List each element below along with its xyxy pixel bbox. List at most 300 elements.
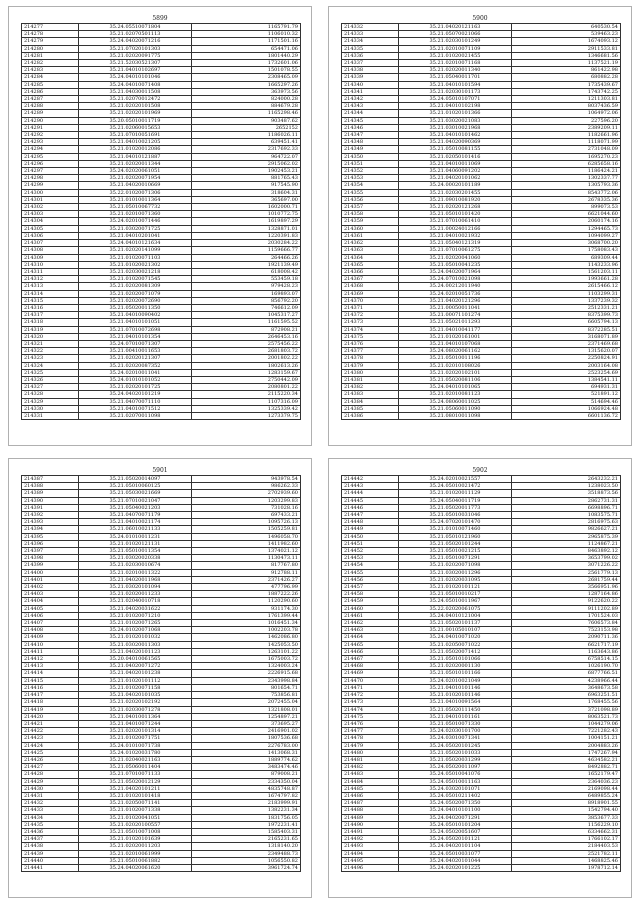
row-id-cell: 214493	[342, 843, 399, 850]
table-row	[342, 497, 621, 504]
row-id-cell: 214374	[342, 326, 399, 333]
account-code-cell: 35.21.02020071098	[399, 562, 512, 569]
account-code-cell: 35.21.05020014097	[79, 476, 192, 483]
row-id-cell: 214366	[342, 268, 399, 275]
account-code-cell: 35.21.05010021215	[399, 548, 512, 555]
row-id-cell: 214402	[22, 584, 79, 591]
amount-cell: 1143233.96	[512, 261, 621, 268]
account-code-cell: 35.24.02010021557	[399, 476, 512, 483]
account-code-cell: 35.21.05010101166	[399, 670, 512, 677]
row-id-cell: 214363	[342, 247, 399, 254]
table-row	[342, 247, 621, 254]
row-id-cell: 214294	[22, 146, 79, 153]
account-code-cell: 35.24.07010071307	[79, 340, 192, 347]
account-code-cell: 35.24.04020101104	[399, 843, 512, 850]
amount-cell: 1425053.50	[192, 641, 301, 648]
amount-cell: 979428.23	[192, 283, 301, 290]
account-code-cell: 35.21.02050071141	[79, 800, 192, 807]
account-code-cell: 35.21.05010101420	[399, 211, 512, 218]
account-code-cell: 35.21.07010071133	[79, 771, 192, 778]
amount-cell: 1010772.75	[192, 211, 301, 218]
row-id-cell: 214471	[342, 684, 399, 691]
table-row	[22, 663, 301, 670]
amount-cell: 817767.80	[192, 562, 301, 569]
row-id-cell: 214288	[22, 103, 79, 110]
row-id-cell: 214286	[22, 88, 79, 95]
table-row	[22, 189, 301, 196]
account-code-cell: 35.21.02020121307	[79, 355, 192, 362]
table-row	[22, 677, 301, 684]
amount-cell: 639451.41	[192, 139, 301, 146]
amount-cell: 640530.54	[512, 24, 621, 31]
row-id-cell: 214449	[342, 526, 399, 533]
account-code-cell: 35.21.04020071272	[79, 663, 192, 670]
account-code-cell: 35.21.02060015653	[79, 124, 192, 131]
row-id-cell: 214351	[342, 160, 399, 167]
row-id-cell: 214470	[342, 677, 399, 684]
row-id-cell: 214378	[342, 355, 399, 362]
amount-cell: 1735439.67	[512, 81, 621, 88]
amount-cell: 1561203.11	[512, 268, 621, 275]
row-id-cell: 214297	[22, 168, 79, 175]
amount-cell: 1315620.07	[512, 348, 621, 355]
table-row	[342, 677, 621, 684]
table-row	[342, 864, 621, 871]
account-code-cell: 35.24.03020101071	[399, 785, 512, 792]
amount-cell: 899073.53	[512, 204, 621, 211]
row-id-cell: 214452	[342, 548, 399, 555]
account-code-cell: 35.21.05030021669	[79, 490, 192, 497]
amount-cell: 1120290.60	[192, 598, 301, 605]
amount-cell: 2334350.04	[192, 778, 301, 785]
row-id-cell: 214479	[342, 742, 399, 749]
account-code-cell: 35.21.05010071291	[399, 555, 512, 562]
row-id-cell: 214299	[22, 182, 79, 189]
account-code-cell: 35.21.04020121296	[399, 297, 512, 304]
table-row	[342, 24, 621, 31]
row-id-cell: 214396	[22, 540, 79, 547]
amount-cell: 1165298.46	[192, 110, 301, 117]
amount-cell: 2678335.36	[512, 196, 621, 203]
sheet-number: 5901	[152, 467, 168, 474]
row-id-cell: 214296	[22, 160, 79, 167]
amount-cell: 912788.11	[192, 569, 301, 576]
row-id-cell: 214372	[342, 312, 399, 319]
account-code-cell: 35.21.04010101594	[399, 81, 512, 88]
row-id-cell: 214416	[22, 684, 79, 691]
amount-cell: 1254897.21	[192, 713, 301, 720]
row-id-cell: 214314	[22, 290, 79, 297]
account-code-cell: 35.24.05010021472	[399, 483, 512, 490]
row-id-cell: 214324	[22, 362, 79, 369]
account-code-cell: 35.21.04020101062	[399, 175, 512, 182]
account-code-cell: 35.21.03020020338	[79, 555, 192, 562]
table-row	[22, 297, 301, 304]
amount-cell: 1384541.11	[512, 376, 621, 383]
table-row	[342, 376, 621, 383]
account-code-cell: 35.21.06010021133	[79, 526, 192, 533]
table-row	[22, 814, 301, 821]
row-id-cell: 214429	[22, 778, 79, 785]
amount-cell: 227596.20	[512, 117, 621, 124]
account-code-cell: 35.21.04020101035	[79, 692, 192, 699]
amount-cell: 879008.21	[192, 771, 301, 778]
table-row	[22, 490, 301, 497]
row-id-cell: 214445	[342, 497, 399, 504]
table-row	[22, 684, 301, 691]
table-row	[22, 182, 301, 189]
row-id-cell: 214359	[342, 218, 399, 225]
account-code-cell: 35.21.01020121131	[79, 540, 192, 547]
amount-cell: 6698896.71	[512, 504, 621, 511]
amount-cell: 1496058.70	[192, 533, 301, 540]
table-row	[22, 764, 301, 771]
row-id-cell: 214419	[22, 706, 79, 713]
account-code-cell: 35.21.02070011098	[79, 412, 192, 419]
amount-cell: 731028.16	[192, 504, 301, 511]
amount-cell: 1802613.26	[192, 362, 301, 369]
table-row	[22, 569, 301, 576]
account-code-cell: 35.21.04060091202	[399, 168, 512, 175]
table-row	[22, 225, 301, 232]
amount-cell: 6285658.16	[512, 160, 621, 167]
account-code-cell: 35.21.01020071103	[79, 254, 192, 261]
table-row	[342, 204, 621, 211]
row-id-cell: 214462	[342, 620, 399, 627]
table-row	[342, 261, 621, 268]
amount-cell: 6877766.51	[512, 670, 621, 677]
amount-cell: 3721098.89	[512, 706, 621, 713]
table-row	[342, 189, 621, 196]
row-id-cell: 214348	[342, 139, 399, 146]
table-row	[342, 146, 621, 153]
table-row	[342, 742, 621, 749]
account-code-cell: 35.21.01020101121	[399, 584, 512, 591]
amount-cell: 3653799.02	[512, 555, 621, 562]
row-id-cell: 214349	[342, 146, 399, 153]
amount-cell: 943978.54	[192, 476, 301, 483]
row-id-cell: 214347	[342, 132, 399, 139]
amount-cell: 2001802.22	[192, 355, 301, 362]
row-id-cell: 214487	[342, 800, 399, 807]
table-row	[22, 778, 301, 785]
row-id-cell: 214317	[22, 312, 79, 319]
amount-cell: 363973.56	[192, 88, 301, 95]
row-id-cell: 214291	[22, 124, 79, 131]
account-code-cell: 35.21.04020031622	[79, 605, 192, 612]
amount-cell: 1766102.17	[512, 836, 621, 843]
account-code-cell: 35.24.02010021049	[399, 677, 512, 684]
row-id-cell: 214450	[342, 533, 399, 540]
table-row	[342, 211, 621, 218]
table-row	[342, 369, 621, 376]
table-row	[342, 175, 621, 182]
account-code-cell: 35.24.04020101219	[79, 391, 192, 398]
amount-cell: 9826627.21	[512, 526, 621, 533]
account-code-cell: 35.24.05020051607	[399, 828, 512, 835]
amount-cell: 1045317.27	[192, 312, 301, 319]
sheet-page	[8, 458, 312, 898]
row-id-cell: 214365	[342, 261, 399, 268]
account-code-cell: 35.21.01020101639	[79, 836, 192, 843]
table-row	[22, 160, 301, 167]
row-id-cell: 214360	[342, 225, 399, 232]
row-id-cell: 214435	[22, 821, 79, 828]
table-row	[342, 684, 621, 691]
account-code-cell: 35.21.01010011364	[79, 196, 192, 203]
amount-cell: 1887222.26	[192, 591, 301, 598]
amount-cell: 1801440.29	[192, 52, 301, 59]
table-row	[22, 670, 301, 677]
row-id-cell: 214329	[22, 398, 79, 405]
table-row	[342, 103, 621, 110]
table-row	[342, 836, 621, 843]
table-row	[22, 124, 301, 131]
table-row	[342, 391, 621, 398]
table-row	[342, 290, 621, 297]
row-id-cell: 214357	[342, 204, 399, 211]
amount-cell: 1094099.27	[512, 232, 621, 239]
account-code-cell: 35.21.02020091775	[79, 52, 192, 59]
table-row	[342, 483, 621, 490]
amount-cell: 9122620.22	[512, 598, 621, 605]
amount-cell: 1004151.21	[512, 735, 621, 742]
amount-cell: 1302337.77	[512, 175, 621, 182]
table-row	[22, 110, 301, 117]
account-code-cell: 35.21.05020101244	[399, 540, 512, 547]
row-id-cell: 214465	[342, 641, 399, 648]
amount-cell: 1161595.52	[192, 319, 301, 326]
amount-cell: 1921139.49	[192, 261, 301, 268]
amount-cell: 1747267.94	[512, 749, 621, 756]
row-id-cell: 214481	[342, 756, 399, 763]
table-row	[22, 713, 301, 720]
table-row	[22, 132, 301, 139]
account-code-cell: 35.24.05020071350	[399, 800, 512, 807]
account-code-cell: 35.21.04010201041	[79, 232, 192, 239]
account-code-cell: 35.21.03020021083	[399, 117, 512, 124]
account-code-cell: 35.21.00410011653	[79, 348, 192, 355]
table-row	[22, 504, 301, 511]
row-id-cell: 214352	[342, 168, 399, 175]
table-row	[22, 81, 301, 88]
account-code-cell: 35.24.04020071216	[79, 38, 192, 45]
row-id-cell: 214394	[22, 526, 79, 533]
account-code-cell: 35.21.05020081106	[399, 376, 512, 383]
table-row	[342, 139, 621, 146]
table-row	[22, 627, 301, 634]
table-row	[22, 836, 301, 843]
amount-cell: 746612.09	[192, 304, 301, 311]
account-code-cell: 35.24.04010101100	[399, 807, 512, 814]
row-id-cell: 214447	[342, 512, 399, 519]
account-code-cell: 35.20.04010061565	[79, 656, 192, 663]
table-row	[22, 699, 301, 706]
row-id-cell: 214494	[342, 850, 399, 857]
row-id-cell: 214442	[342, 476, 399, 483]
table-row	[342, 548, 621, 555]
table-row	[342, 31, 621, 38]
amount-cell: 2521782.11	[512, 850, 621, 857]
row-id-cell: 214478	[342, 735, 399, 742]
sheet-page	[8, 6, 312, 446]
row-id-cell: 214323	[22, 355, 79, 362]
row-id-cell: 214426	[22, 756, 79, 763]
amount-cell: 1807536.68	[192, 735, 301, 742]
table-row	[342, 670, 621, 677]
account-code-cell: 35.21.01020071265	[79, 620, 192, 627]
amount-cell: 1732601.06	[192, 60, 301, 67]
table-row	[342, 519, 621, 526]
amount-cell: 4238966.44	[512, 677, 621, 684]
account-code-cell: 35.21.05010041235	[399, 261, 512, 268]
table-row	[342, 384, 621, 391]
amount-cell: 931174.30	[192, 605, 301, 612]
account-code-cell: 35.21.00050011041	[399, 304, 512, 311]
row-id-cell: 214488	[342, 807, 399, 814]
table-row	[342, 627, 621, 634]
account-code-cell: 35.21.04010102697	[79, 67, 192, 74]
row-id-cell: 214277	[22, 24, 79, 31]
table-row	[22, 74, 301, 81]
amount-cell: 1374021.12	[192, 548, 301, 555]
row-id-cell: 214417	[22, 692, 79, 699]
account-code-cell: 35.21.05040011701	[399, 74, 512, 81]
account-code-cell: 35.21.02010071168	[399, 60, 512, 67]
table-row	[342, 153, 621, 160]
amount-cell: 1993661.28	[512, 276, 621, 283]
amount-cell: 8037436.59	[512, 103, 621, 110]
account-code-cell: 35.21.04010101354	[79, 333, 192, 340]
row-id-cell: 214280	[22, 45, 79, 52]
table-row	[22, 548, 301, 555]
amount-cell: 1674093.12	[512, 38, 621, 45]
account-code-cell: 35.21.05010011196	[399, 355, 512, 362]
account-code-cell: 35.21.04010091564	[399, 699, 512, 706]
row-id-cell: 214475	[342, 713, 399, 720]
amount-cell: 1325339.42	[192, 405, 301, 412]
amount-cell: 1674797.82	[192, 792, 301, 799]
table-row	[22, 232, 301, 239]
account-code-cell: 35.21.05010067732	[79, 204, 192, 211]
row-id-cell: 214454	[342, 562, 399, 569]
account-code-cell: 35.24.08020061162	[399, 348, 512, 355]
account-code-cell: 35.21.02020011340	[399, 67, 512, 74]
row-id-cell: 214467	[342, 656, 399, 663]
table-row	[342, 843, 621, 850]
table-row	[342, 297, 621, 304]
account-code-cell: 35.21.02050071022	[399, 641, 512, 648]
row-id-cell: 214401	[22, 576, 79, 583]
account-code-cell: 35.21.07020101303	[79, 45, 192, 52]
account-code-cell: 35.21.01010071460	[399, 526, 512, 533]
row-id-cell: 214480	[342, 749, 399, 756]
amount-cell: 680882.28	[512, 74, 621, 81]
table-row	[342, 232, 621, 239]
sheet-page	[328, 458, 632, 898]
row-id-cell: 214364	[342, 254, 399, 261]
row-id-cell: 214345	[342, 117, 399, 124]
account-code-cell: 35.21.04010021932	[399, 232, 512, 239]
table-row	[342, 576, 621, 583]
table-row	[342, 857, 621, 864]
account-code-cell: 35.24.05010011967	[399, 598, 512, 605]
row-id-cell: 214382	[342, 384, 399, 391]
table-row	[22, 821, 301, 828]
row-id-cell: 214337	[342, 60, 399, 67]
table-row	[22, 175, 301, 182]
row-id-cell: 214453	[342, 555, 399, 562]
amount-cell: 2646453.16	[192, 333, 301, 340]
table-row	[342, 821, 621, 828]
amount-cell: 801654.71	[192, 684, 301, 691]
row-id-cell: 214409	[22, 634, 79, 641]
account-code-cell: 35.24.01010011231	[79, 533, 192, 540]
row-id-cell: 214384	[342, 398, 399, 405]
table-row	[342, 720, 621, 727]
row-id-cell: 214330	[22, 405, 79, 412]
table-row	[22, 96, 301, 103]
amount-cell: 2004883.26	[512, 742, 621, 749]
table-row	[22, 620, 301, 627]
amount-cell: 6621717.19	[512, 641, 621, 648]
table-row	[22, 398, 301, 405]
table-row	[342, 792, 621, 799]
amount-cell: 1652179.47	[512, 771, 621, 778]
table-row	[342, 412, 621, 419]
account-code-cell: 35.21.02030201455	[399, 189, 512, 196]
row-id-cell: 214386	[342, 412, 399, 419]
amount-cell: 2250824.91	[512, 355, 621, 362]
account-code-cell: 35.21.04010101051	[79, 319, 192, 326]
amount-cell: 2915062.02	[192, 160, 301, 167]
row-id-cell: 214421	[22, 720, 79, 727]
amount-cell: 2276783.00	[192, 742, 301, 749]
table-row	[22, 555, 301, 562]
table-row	[22, 850, 301, 857]
account-code-cell: 35.24.07020101470	[399, 519, 512, 526]
row-id-cell: 214383	[342, 391, 399, 398]
row-id-cell: 214339	[342, 74, 399, 81]
amount-cell: 264466.26	[192, 254, 301, 261]
amount-cell: 1165791.79	[192, 24, 301, 31]
amount-cell: 1211303.81	[512, 96, 621, 103]
table-row	[342, 533, 621, 540]
table-row	[342, 648, 621, 655]
table-row	[342, 348, 621, 355]
amount-cell: 2349488.73	[192, 850, 301, 857]
amount-cell: 2681803.72	[192, 348, 301, 355]
row-id-cell: 214468	[342, 663, 399, 670]
table-row	[342, 764, 621, 771]
table-row	[22, 598, 301, 605]
table-row	[22, 67, 301, 74]
row-id-cell: 214346	[342, 124, 399, 131]
account-code-cell: 35.24.01010101052	[79, 376, 192, 383]
amount-cell: 1318140.20	[192, 843, 301, 850]
amount-cell: 1159666.77	[192, 247, 301, 254]
amount-cell: 1768455.56	[512, 699, 621, 706]
amount-cell: 1106010.32	[192, 31, 301, 38]
table-row	[342, 312, 621, 319]
amount-cell: 1413068.31	[192, 749, 301, 756]
account-code-cell: 35.21.07010072698	[79, 326, 192, 333]
amount-cell: 1263101.22	[192, 648, 301, 655]
row-id-cell: 214279	[22, 38, 79, 45]
row-id-cell: 214368	[342, 283, 399, 290]
account-code-cell: 35.21.05070021066	[399, 31, 512, 38]
table-row	[342, 74, 621, 81]
